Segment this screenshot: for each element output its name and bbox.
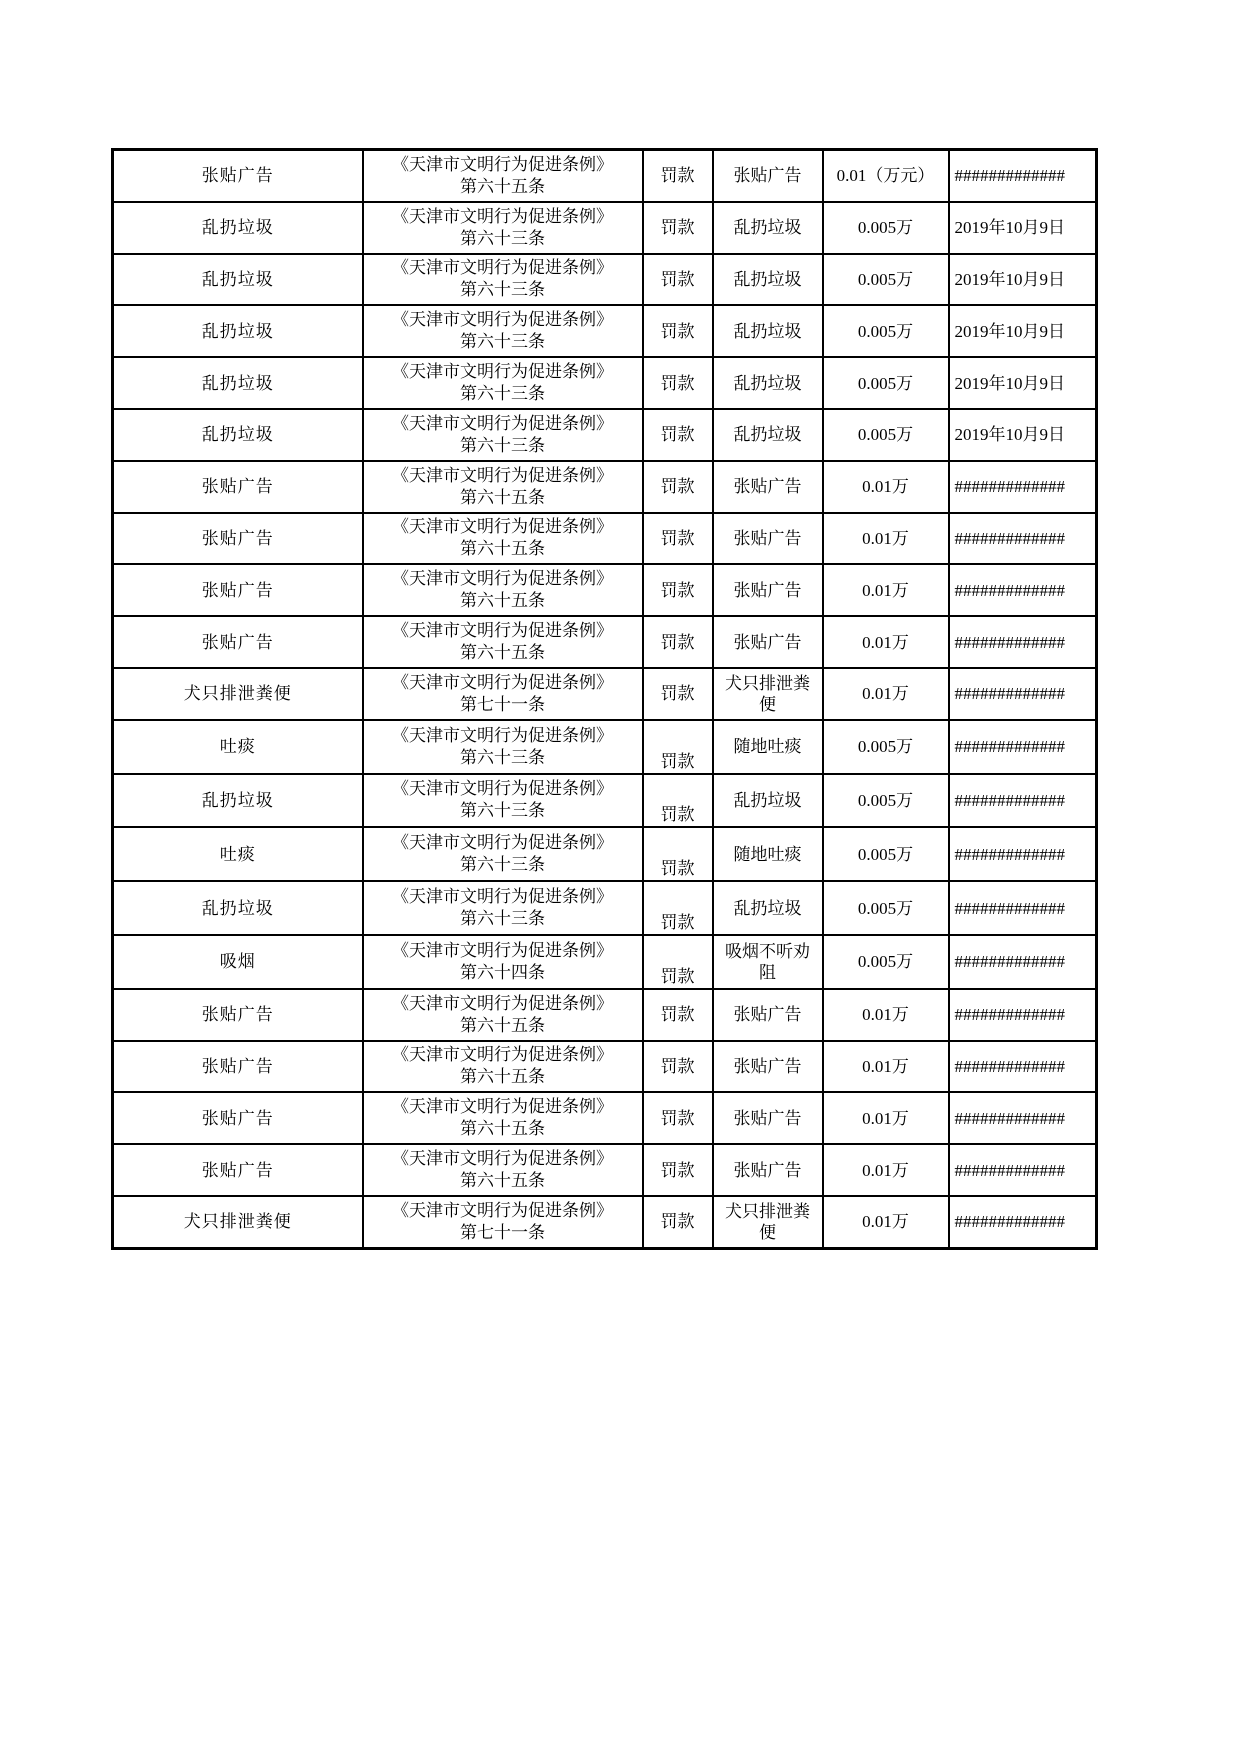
date-text: ############# xyxy=(954,528,1065,548)
amount-text: 0.01万 xyxy=(862,1056,909,1076)
date-text: 2019年10月9日 xyxy=(954,218,1065,238)
cell-penalty-type xyxy=(643,202,713,254)
cell-violation xyxy=(113,827,363,881)
amount-text: 0.005万 xyxy=(857,321,914,341)
cell-violation-detail xyxy=(713,881,823,935)
cell-legal-basis xyxy=(363,935,643,989)
cell-date xyxy=(949,461,1097,513)
legal-basis-line1: 《天津市文明行为促进条例》 xyxy=(392,413,613,433)
legal-basis-line1: 《天津市文明行为促进条例》 xyxy=(392,621,613,641)
violation-text: 吐痰 xyxy=(219,737,256,757)
cell-legal-basis xyxy=(363,254,643,306)
table-row xyxy=(113,1092,1097,1144)
violation-text: 张贴广告 xyxy=(201,528,274,548)
legal-basis-line2: 第六十五条 xyxy=(460,487,545,507)
legal-basis-line2: 第六十三条 xyxy=(460,280,545,300)
penalty-type-text: 罚款 xyxy=(660,528,695,548)
penalty-type-text: 罚款 xyxy=(660,477,695,497)
cell-amount xyxy=(823,616,949,668)
date-text: ############# xyxy=(954,952,1065,972)
penalty-records-table xyxy=(111,148,1098,1250)
cell-date xyxy=(949,935,1097,989)
cell-date xyxy=(949,616,1097,668)
cell-penalty-type xyxy=(643,564,713,616)
cell-penalty-type xyxy=(643,1041,713,1093)
date-text: ############# xyxy=(954,790,1065,810)
violation-detail-text: 张贴广告 xyxy=(733,1056,802,1076)
cell-legal-basis xyxy=(363,1144,643,1196)
violation-text: 犬只排泄粪便 xyxy=(183,684,292,704)
cell-legal-basis xyxy=(363,305,643,357)
cell-violation-detail xyxy=(713,409,823,461)
legal-basis-line2: 第六十五条 xyxy=(460,539,545,559)
penalty-type-text: 罚款 xyxy=(660,805,695,825)
amount-text: 0.01万 xyxy=(862,1108,909,1128)
table-row xyxy=(113,989,1097,1041)
cell-amount xyxy=(823,1041,949,1093)
cell-violation-detail xyxy=(713,254,823,306)
cell-date xyxy=(949,881,1097,935)
penalty-type-text: 罚款 xyxy=(660,1108,695,1128)
violation-text: 张贴广告 xyxy=(201,477,274,497)
legal-basis-line1: 《天津市文明行为促进条例》 xyxy=(392,672,613,692)
cell-legal-basis xyxy=(363,357,643,409)
cell-violation xyxy=(113,668,363,720)
cell-violation-detail xyxy=(713,202,823,254)
cell-penalty-type xyxy=(643,616,713,668)
legal-basis-line1: 《天津市文明行为促进条例》 xyxy=(392,833,613,853)
date-text: 2019年10月9日 xyxy=(954,373,1065,393)
violation-text: 乱扔垃圾 xyxy=(201,898,274,918)
violation-text: 张贴广告 xyxy=(201,1005,274,1025)
legal-basis-line2: 第六十三条 xyxy=(460,855,545,875)
violation-text: 乱扔垃圾 xyxy=(201,373,274,393)
date-text: 2019年10月9日 xyxy=(954,425,1065,445)
cell-violation xyxy=(113,616,363,668)
date-text: ############# xyxy=(954,632,1065,652)
penalty-type-text: 罚款 xyxy=(660,1212,695,1232)
table-row xyxy=(113,774,1097,828)
amount-text: 0.01万 xyxy=(862,1212,909,1232)
cell-violation-detail xyxy=(713,305,823,357)
violation-detail-text: 随地吐痰 xyxy=(733,844,802,864)
cell-amount xyxy=(823,409,949,461)
table-row xyxy=(113,616,1097,668)
amount-text: 0.005万 xyxy=(857,737,914,757)
table-row xyxy=(113,461,1097,513)
date-text: ############# xyxy=(954,844,1065,864)
amount-text: 0.005万 xyxy=(857,218,914,238)
date-text: ############# xyxy=(954,1212,1065,1232)
amount-text: 0.005万 xyxy=(857,952,914,972)
cell-penalty-type xyxy=(643,357,713,409)
legal-basis-line1: 《天津市文明行为促进条例》 xyxy=(392,1097,613,1117)
cell-amount xyxy=(823,720,949,774)
violation-detail-text: 乱扔垃圾 xyxy=(733,790,802,810)
legal-basis-line2: 第六十五条 xyxy=(460,591,545,611)
table-body xyxy=(113,150,1097,1249)
legal-basis-line2: 第六十三条 xyxy=(460,384,545,404)
cell-legal-basis xyxy=(363,461,643,513)
date-text: ############# xyxy=(954,898,1065,918)
penalty-type-text: 罚款 xyxy=(660,684,695,704)
cell-amount xyxy=(823,513,949,565)
cell-amount xyxy=(823,774,949,828)
violation-text: 吐痰 xyxy=(219,844,256,864)
cell-amount xyxy=(823,881,949,935)
cell-date xyxy=(949,409,1097,461)
cell-violation xyxy=(113,357,363,409)
cell-violation xyxy=(113,935,363,989)
legal-basis-line2: 第七十一条 xyxy=(460,1222,545,1242)
legal-basis-line2: 第六十五条 xyxy=(460,643,545,663)
cell-amount xyxy=(823,305,949,357)
legal-basis-line1: 《天津市文明行为促进条例》 xyxy=(392,310,613,330)
table-row xyxy=(113,513,1097,565)
cell-amount xyxy=(823,935,949,989)
cell-amount xyxy=(823,1144,949,1196)
penalty-type-text: 罚款 xyxy=(660,166,695,186)
cell-penalty-type xyxy=(643,668,713,720)
penalty-type-text: 罚款 xyxy=(660,580,695,600)
legal-basis-line2: 第六十五条 xyxy=(460,1171,545,1191)
cell-violation-detail xyxy=(713,668,823,720)
cell-penalty-type xyxy=(643,989,713,1041)
cell-violation-detail xyxy=(713,357,823,409)
amount-text: 0.005万 xyxy=(857,898,914,918)
cell-legal-basis xyxy=(363,720,643,774)
amount-text: 0.01万 xyxy=(862,684,909,704)
amount-text: 0.005万 xyxy=(857,373,914,393)
cell-legal-basis xyxy=(363,774,643,828)
amount-text: 0.01万 xyxy=(862,580,909,600)
cell-penalty-type xyxy=(643,827,713,881)
cell-legal-basis xyxy=(363,881,643,935)
cell-penalty-type xyxy=(643,513,713,565)
cell-legal-basis xyxy=(363,1196,643,1248)
cell-penalty-type xyxy=(643,461,713,513)
penalty-type-text: 罚款 xyxy=(660,632,695,652)
legal-basis-line2: 第六十三条 xyxy=(460,228,545,248)
cell-violation xyxy=(113,1092,363,1144)
cell-penalty-type xyxy=(643,150,713,202)
legal-basis-line2: 第六十四条 xyxy=(460,962,545,982)
date-text: ############# xyxy=(954,166,1065,186)
table-row xyxy=(113,668,1097,720)
cell-violation xyxy=(113,564,363,616)
penalty-type-text: 罚款 xyxy=(660,1056,695,1076)
violation-text: 乱扔垃圾 xyxy=(201,269,274,289)
violation-text: 张贴广告 xyxy=(201,1056,274,1076)
violation-detail-text: 吸烟不听劝阻 xyxy=(725,941,810,982)
violation-detail-text: 张贴广告 xyxy=(733,632,802,652)
penalty-type-text: 罚款 xyxy=(660,373,695,393)
amount-text: 0.01万 xyxy=(862,1160,909,1180)
amount-text: 0.01万 xyxy=(862,528,909,548)
violation-detail-text: 张贴广告 xyxy=(733,166,802,186)
violation-detail-text: 张贴广告 xyxy=(733,1005,802,1025)
legal-basis-line1: 《天津市文明行为促进条例》 xyxy=(392,517,613,537)
cell-date xyxy=(949,668,1097,720)
cell-violation-detail xyxy=(713,513,823,565)
legal-basis-line2: 第六十五条 xyxy=(460,176,545,196)
cell-violation xyxy=(113,461,363,513)
table-row xyxy=(113,564,1097,616)
cell-penalty-type xyxy=(643,305,713,357)
cell-violation-detail xyxy=(713,989,823,1041)
cell-date xyxy=(949,305,1097,357)
cell-violation-detail xyxy=(713,150,823,202)
violation-text: 张贴广告 xyxy=(201,1160,274,1180)
cell-legal-basis xyxy=(363,668,643,720)
table-row xyxy=(113,881,1097,935)
table-row xyxy=(113,254,1097,306)
amount-text: 0.01万 xyxy=(862,477,909,497)
cell-legal-basis xyxy=(363,1041,643,1093)
legal-basis-line1: 《天津市文明行为促进条例》 xyxy=(392,1149,613,1169)
table-row xyxy=(113,202,1097,254)
amount-text: 0.005万 xyxy=(857,790,914,810)
amount-text: 0.005万 xyxy=(857,425,914,445)
cell-violation xyxy=(113,1041,363,1093)
cell-penalty-type xyxy=(643,881,713,935)
penalty-type-text: 罚款 xyxy=(660,912,695,932)
legal-basis-line2: 第六十三条 xyxy=(460,435,545,455)
cell-date xyxy=(949,1041,1097,1093)
cell-violation xyxy=(113,1196,363,1248)
cell-violation-detail xyxy=(713,827,823,881)
date-text: ############# xyxy=(954,1056,1065,1076)
legal-basis-line1: 《天津市文明行为促进条例》 xyxy=(392,258,613,278)
date-text: ############# xyxy=(954,737,1065,757)
legal-basis-line1: 《天津市文明行为促进条例》 xyxy=(392,465,613,485)
violation-detail-text: 随地吐痰 xyxy=(733,737,802,757)
cell-violation-detail xyxy=(713,461,823,513)
cell-date xyxy=(949,989,1097,1041)
table-row xyxy=(113,827,1097,881)
table-row xyxy=(113,1196,1097,1248)
legal-basis-line1: 《天津市文明行为促进条例》 xyxy=(392,779,613,799)
cell-violation xyxy=(113,150,363,202)
penalty-type-text: 罚款 xyxy=(660,751,695,771)
violation-text: 乱扔垃圾 xyxy=(201,321,274,341)
cell-amount xyxy=(823,668,949,720)
cell-violation xyxy=(113,774,363,828)
violation-text: 张贴广告 xyxy=(201,580,274,600)
violation-text: 犬只排泄粪便 xyxy=(183,1212,292,1232)
table-row xyxy=(113,1144,1097,1196)
date-text: ############# xyxy=(954,477,1065,497)
cell-date xyxy=(949,774,1097,828)
date-text: 2019年10月9日 xyxy=(954,269,1065,289)
cell-date xyxy=(949,1196,1097,1248)
violation-detail-text: 张贴广告 xyxy=(733,528,802,548)
legal-basis-line1: 《天津市文明行为促进条例》 xyxy=(392,362,613,382)
cell-date xyxy=(949,827,1097,881)
cell-penalty-type xyxy=(643,720,713,774)
amount-text: 0.01万 xyxy=(862,632,909,652)
cell-violation-detail xyxy=(713,616,823,668)
table-row xyxy=(113,720,1097,774)
cell-violation-detail xyxy=(713,1144,823,1196)
violation-text: 乱扔垃圾 xyxy=(201,425,274,445)
cell-date xyxy=(949,254,1097,306)
cell-legal-basis xyxy=(363,616,643,668)
violation-text: 乱扔垃圾 xyxy=(201,790,274,810)
cell-violation xyxy=(113,513,363,565)
legal-basis-line2: 第六十三条 xyxy=(460,332,545,352)
date-text: 2019年10月9日 xyxy=(954,321,1065,341)
cell-violation xyxy=(113,409,363,461)
cell-date xyxy=(949,564,1097,616)
penalty-type-text: 罚款 xyxy=(660,1160,695,1180)
violation-detail-text: 犬只排泄粪便 xyxy=(725,673,810,714)
cell-date xyxy=(949,1092,1097,1144)
cell-violation xyxy=(113,254,363,306)
date-text: ############# xyxy=(954,1108,1065,1128)
amount-text: 0.005万 xyxy=(857,844,914,864)
cell-violation xyxy=(113,881,363,935)
penalty-type-text: 罚款 xyxy=(660,321,695,341)
legal-basis-line1: 《天津市文明行为促进条例》 xyxy=(392,1200,613,1220)
violation-detail-text: 张贴广告 xyxy=(733,1108,802,1128)
penalty-type-text: 罚款 xyxy=(660,218,695,238)
violation-text: 张贴广告 xyxy=(201,632,274,652)
violation-detail-text: 张贴广告 xyxy=(733,1160,802,1180)
cell-violation xyxy=(113,202,363,254)
violation-detail-text: 犬只排泄粪便 xyxy=(725,1201,810,1242)
cell-amount xyxy=(823,989,949,1041)
cell-legal-basis xyxy=(363,409,643,461)
cell-date xyxy=(949,150,1097,202)
violation-text: 张贴广告 xyxy=(201,1108,274,1128)
cell-violation xyxy=(113,1144,363,1196)
violation-detail-text: 张贴广告 xyxy=(733,580,802,600)
table-row xyxy=(113,1041,1097,1093)
cell-date xyxy=(949,513,1097,565)
cell-violation xyxy=(113,989,363,1041)
violation-detail-text: 乱扔垃圾 xyxy=(733,898,802,918)
legal-basis-line2: 第六十五条 xyxy=(460,1119,545,1139)
legal-basis-line1: 《天津市文明行为促进条例》 xyxy=(392,206,613,226)
cell-amount xyxy=(823,150,949,202)
cell-violation-detail xyxy=(713,1196,823,1248)
legal-basis-line1: 《天津市文明行为促进条例》 xyxy=(392,569,613,589)
cell-penalty-type xyxy=(643,409,713,461)
amount-text: 0.005万 xyxy=(857,269,914,289)
cell-violation-detail xyxy=(713,1041,823,1093)
legal-basis-line1: 《天津市文明行为促进条例》 xyxy=(392,940,613,960)
cell-penalty-type xyxy=(643,935,713,989)
table-row xyxy=(113,357,1097,409)
penalty-type-text: 罚款 xyxy=(660,859,695,879)
cell-amount xyxy=(823,202,949,254)
cell-amount xyxy=(823,357,949,409)
legal-basis-line1: 《天津市文明行为促进条例》 xyxy=(392,1045,613,1065)
penalty-type-text: 罚款 xyxy=(660,269,695,289)
date-text: ############# xyxy=(954,684,1065,704)
cell-violation xyxy=(113,305,363,357)
cell-penalty-type xyxy=(643,254,713,306)
cell-date xyxy=(949,720,1097,774)
penalty-type-text: 罚款 xyxy=(660,425,695,445)
legal-basis-line2: 第六十五条 xyxy=(460,1067,545,1087)
date-text: ############# xyxy=(954,580,1065,600)
cell-legal-basis xyxy=(363,150,643,202)
table-row xyxy=(113,935,1097,989)
cell-amount xyxy=(823,827,949,881)
legal-basis-line1: 《天津市文明行为促进条例》 xyxy=(392,725,613,745)
cell-penalty-type xyxy=(643,1144,713,1196)
violation-text: 张贴广告 xyxy=(201,166,274,186)
table-row xyxy=(113,150,1097,202)
amount-text: 0.01（万元） xyxy=(836,166,935,186)
cell-amount xyxy=(823,564,949,616)
cell-amount xyxy=(823,254,949,306)
legal-basis-line2: 第六十五条 xyxy=(460,1015,545,1035)
cell-violation-detail xyxy=(713,564,823,616)
violation-detail-text: 张贴广告 xyxy=(733,477,802,497)
legal-basis-line1: 《天津市文明行为促进条例》 xyxy=(392,993,613,1013)
date-text: ############# xyxy=(954,1005,1065,1025)
violation-detail-text: 乱扔垃圾 xyxy=(733,269,802,289)
penalty-type-text: 罚款 xyxy=(660,966,695,986)
legal-basis-line1: 《天津市文明行为促进条例》 xyxy=(392,154,613,174)
cell-penalty-type xyxy=(643,774,713,828)
cell-violation-detail xyxy=(713,935,823,989)
legal-basis-line2: 第六十三条 xyxy=(460,909,545,929)
cell-legal-basis xyxy=(363,989,643,1041)
cell-violation-detail xyxy=(713,1092,823,1144)
date-text: ############# xyxy=(954,1160,1065,1180)
cell-date xyxy=(949,202,1097,254)
cell-penalty-type xyxy=(643,1092,713,1144)
cell-amount xyxy=(823,1092,949,1144)
cell-legal-basis xyxy=(363,513,643,565)
violation-detail-text: 乱扔垃圾 xyxy=(733,373,802,393)
amount-text: 0.01万 xyxy=(862,1005,909,1025)
legal-basis-line2: 第六十三条 xyxy=(460,801,545,821)
legal-basis-line2: 第六十三条 xyxy=(460,747,545,767)
violation-text: 吸烟 xyxy=(219,952,256,972)
table-row xyxy=(113,409,1097,461)
cell-penalty-type xyxy=(643,1196,713,1248)
cell-legal-basis xyxy=(363,564,643,616)
violation-detail-text: 乱扔垃圾 xyxy=(733,321,802,341)
penalty-type-text: 罚款 xyxy=(660,1005,695,1025)
cell-date xyxy=(949,357,1097,409)
table-row xyxy=(113,305,1097,357)
violation-detail-text: 乱扔垃圾 xyxy=(733,425,802,445)
cell-violation xyxy=(113,720,363,774)
cell-legal-basis xyxy=(363,202,643,254)
cell-violation-detail xyxy=(713,720,823,774)
legal-basis-line2: 第七十一条 xyxy=(460,694,545,714)
violation-detail-text: 乱扔垃圾 xyxy=(733,218,802,238)
cell-legal-basis xyxy=(363,827,643,881)
cell-amount xyxy=(823,1196,949,1248)
cell-violation-detail xyxy=(713,774,823,828)
cell-date xyxy=(949,1144,1097,1196)
legal-basis-line1: 《天津市文明行为促进条例》 xyxy=(392,887,613,907)
cell-legal-basis xyxy=(363,1092,643,1144)
cell-amount xyxy=(823,461,949,513)
violation-text: 乱扔垃圾 xyxy=(201,218,274,238)
